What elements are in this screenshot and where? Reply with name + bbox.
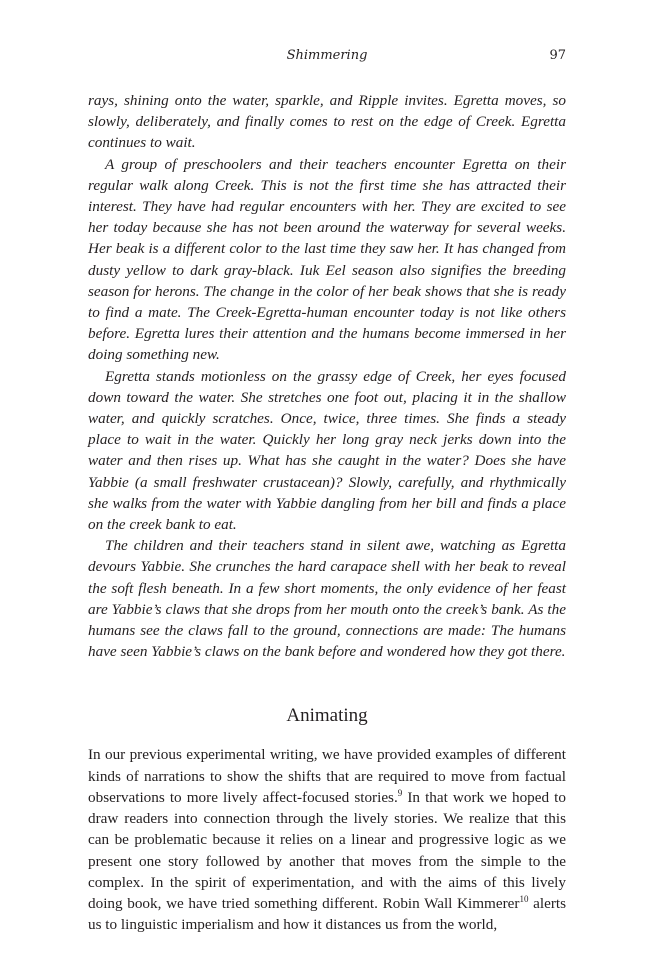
page-number: 97 [549, 48, 566, 63]
paragraph: A group of preschoolers and their teachers encounter Egretta on their regular walk along Creek. This is not the first time she has attracted their interest. They have had regular encounters with her. They are excited to see her today because she has not been around the waterway for several weeks. Her beak is a different color to the last time they saw her. It has changed from dusty yellow to dark gray-black. Iuk Eel season also signifies the breeding season for herons. The change in the color of her beak shows that she is ready to find a mate. The Creek-Egretta-human encounter today is not like others before. Egretta lures their attention and the humans become immersed in her doing something new. [88, 155, 566, 364]
paragraph-text: In our previous experimental writing, we have provided examples of different kinds of narrations to show the shifts that are required to move from factual observations to more lively affect-focused stories. [88, 746, 566, 806]
paragraph [88, 744, 566, 935]
section-body [88, 744, 566, 935]
paragraph: Egretta stands motionless on the grassy edge of Creek, her eyes focused down toward the water. She stretches one foot out, placing it in the shallow water, and quickly scratches. Once, twice, three times. She finds a steady place to wait in the water. Quickly her long gray neck jerks down into the water and then rises up. What has she caught in the water? Does she have Yabbie (a small freshwater crustacean)? Slowly, carefully, and rhythmically she walks from the water with Yabbie dangling from her bill and finds a place on the creek bank to eat. [88, 367, 566, 534]
body-text [88, 90, 566, 935]
running-head [88, 46, 566, 66]
footnote-marker[interactable]: 9 [397, 787, 403, 798]
footnote-marker[interactable]: 10 [519, 893, 529, 904]
paragraph: The children and their teachers stand in silent awe, watching as Egretta devours Yabbie. She crunches the hard carapace shell with her beak to reveal the soft flesh beneath. In a few short moments, the only evidence of her feast are Yabbie’s claws that she drops from her mouth onto the creek’s bank. As the humans see the claws fall to the ground, connections are made: The humans have seen Yabbie’s claws on the bank before and wondered how they got there. [88, 537, 566, 661]
running-title: Shimmering [286, 48, 368, 63]
paragraph-text: alerts us to linguistic imperialism and how it distances us from the world, [88, 894, 567, 934]
paragraph-text: In that work we hoped to draw readers into connection through the lively stories. We realize that this can be problematic because it relies on a linear and progressive logic as we present one story followed by another that moves from the simple to the complex. In the spirit of experimentation, and with the aims of this lively doing book, we have tried something different. Robin Wall Kimmerer [88, 788, 566, 912]
section-heading: Animating [286, 705, 368, 727]
narrative-passage [88, 90, 566, 662]
paragraph: rays, shining onto the water, sparkle, and Ripple invites. Egretta moves, so slowly, deliberately, and finally comes to rest on the edge of Creek. Egretta continues to wait. [88, 92, 566, 152]
